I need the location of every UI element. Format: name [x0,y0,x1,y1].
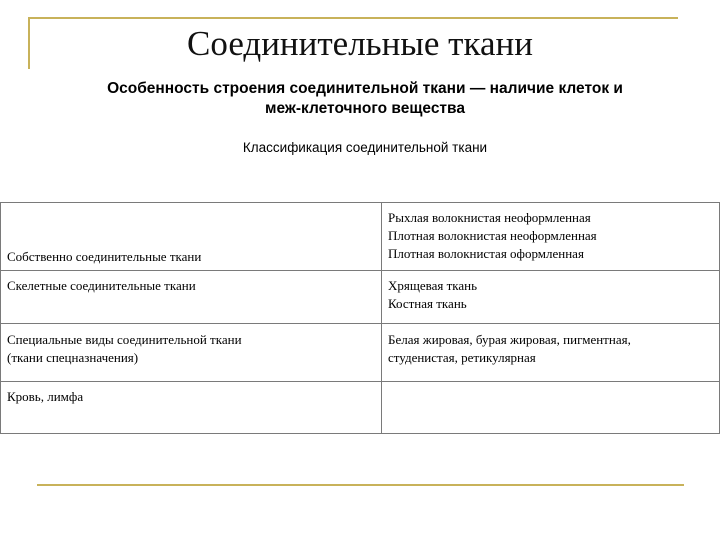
slide-title: Соединительные ткани [187,24,533,63]
tissue-kinds-cell [382,271,720,324]
tissue-type-cell [1,382,382,434]
tissue-type-label: Скелетные соединительные ткани [7,278,196,293]
tissue-kinds-cell [382,203,720,271]
slide-frame-top-line [28,17,678,19]
tissue-kind: Плотная волокнистая неоформленная [388,228,597,243]
tissue-kind: Костная ткань [388,296,467,311]
tissue-kind: Плотная волокнистая оформленная [388,246,584,261]
slide-subtitle [60,79,670,119]
tissue-kinds-cell [382,382,720,434]
table-row [1,271,720,324]
tissue-kinds-cell [382,324,720,382]
table-row [1,324,720,382]
tissue-type-label: Специальные виды соединительной ткани [7,332,242,347]
tissue-type-label: Собственно соединительные ткани [7,249,202,264]
slide-frame-bottom-line [37,484,684,486]
tissue-kind: Хрящевая ткань [388,278,478,293]
table-row [1,203,720,271]
tissue-type-cell [1,203,382,271]
subtitle-line-1: Особенность строения соединительной ткани — наличие клеток и [107,80,623,97]
tissue-type-cell [1,271,382,324]
tissue-kind: студенистая, ретикулярная [388,350,536,365]
table-row [1,382,720,434]
tissue-type-cell [1,324,382,382]
subtitle-line-2: меж-клеточного вещества [265,100,465,117]
tissue-type-label: Кровь, лимфа [7,389,84,404]
tissue-kind: Белая жировая, бурая жировая, пигментная, [388,332,631,347]
table-caption: Классификация соединительной ткани [242,140,488,155]
tissue-type-label: (ткани спецназначения) [7,350,139,365]
classification-table [0,202,720,434]
tissue-kind: Рыхлая волокнистая неоформленная [388,210,591,225]
